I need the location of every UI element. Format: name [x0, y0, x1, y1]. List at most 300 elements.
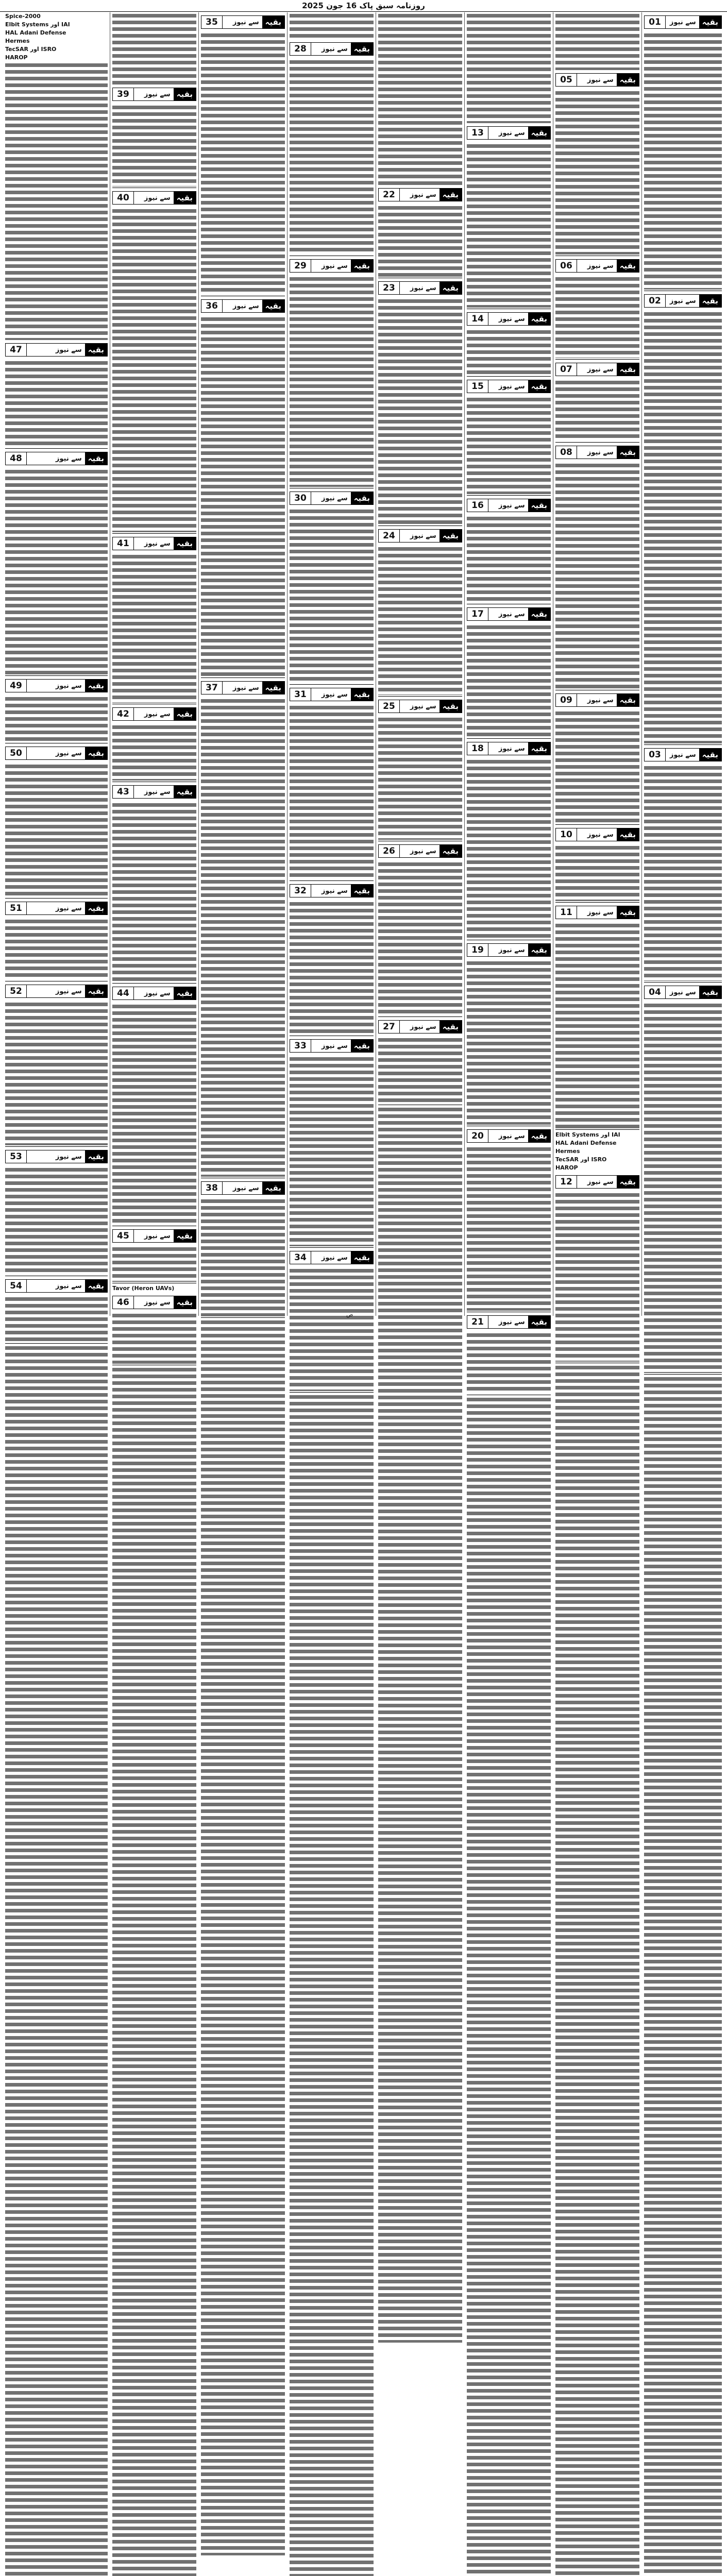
- article-text-block: [555, 462, 639, 689]
- continuation-marker: [555, 1175, 639, 1189]
- baqiya-logo: بقیہ: [85, 902, 107, 914]
- continuation-marker: [201, 681, 285, 694]
- marker-subtitle: سے نیوز: [144, 194, 171, 202]
- baqiya-logo: بقیہ: [439, 530, 462, 542]
- inline-latin-note: HAL Adani Defense: [5, 29, 108, 37]
- section-divider: [378, 696, 462, 697]
- continuation-marker: [5, 452, 108, 465]
- section-divider: [201, 1317, 285, 1318]
- baqiya-logo: بقیہ: [174, 1230, 196, 1242]
- article-text-block: [112, 553, 196, 703]
- continuation-number: 43: [113, 786, 134, 798]
- continuation-number: 31: [290, 688, 311, 701]
- inline-latin-note: TecSAR اور ISRO: [5, 45, 108, 54]
- marker-subtitle: سے نیوز: [144, 90, 171, 98]
- news-column: [376, 12, 464, 1316]
- continuation-number: 11: [556, 906, 577, 919]
- baqiya-logo: بقیہ: [174, 987, 196, 999]
- article-text-block: [467, 960, 551, 1125]
- article-text-block: [5, 1296, 108, 1342]
- article-text-block: [112, 724, 196, 781]
- inline-latin-note: Spice-2000: [5, 12, 108, 21]
- article-text-block: [467, 1332, 551, 1394]
- baqiya-logo: بقیہ: [528, 127, 550, 139]
- article-text-block: [201, 316, 285, 676]
- marker-subtitle: سے نیوز: [321, 45, 348, 53]
- article-text-block: [378, 546, 462, 695]
- continuation-marker: [378, 700, 462, 713]
- article-text-block: [112, 1366, 196, 2576]
- article-text-block: [467, 1396, 551, 2576]
- continuation-number: 41: [113, 537, 134, 550]
- marker-subtitle: سے نیوز: [587, 908, 614, 917]
- continuation-number: 29: [290, 260, 311, 272]
- continuation-marker: [112, 191, 196, 205]
- marker-subtitle: سے نیوز: [144, 1298, 171, 1307]
- continuation-number: 07: [556, 363, 577, 376]
- marker-subtitle: سے نیوز: [55, 682, 82, 690]
- baqiya-logo: بقیہ: [528, 380, 550, 393]
- article-text-block: [644, 1002, 722, 1373]
- continuation-marker: [555, 828, 639, 841]
- continuation-marker: [378, 188, 462, 201]
- section-divider: [290, 1392, 374, 1393]
- continuation-number: 30: [290, 492, 311, 504]
- continuation-number: 45: [113, 1230, 134, 1242]
- marker-subtitle: سے نیوز: [498, 129, 525, 137]
- section-divider: [5, 1146, 108, 1147]
- article-text-block: [5, 1345, 108, 2576]
- marker-subtitle: سے نیوز: [498, 1132, 525, 1140]
- baqiya-logo: بقیہ: [174, 1296, 196, 1309]
- continuation-number: 26: [379, 845, 400, 857]
- news-column: [464, 12, 553, 1327]
- article-text-block: [112, 1312, 196, 1364]
- marker-subtitle: سے نیوز: [321, 1253, 348, 1262]
- continuation-number: 22: [379, 189, 400, 201]
- continuation-marker: [290, 259, 374, 273]
- article-text-block: [467, 515, 551, 603]
- marker-subtitle: سے نیوز: [410, 702, 436, 710]
- continuation-number: 39: [113, 88, 134, 100]
- continuation-marker: [644, 15, 722, 29]
- article-text-block: [378, 716, 462, 840]
- continuation-marker: [290, 884, 374, 897]
- article-text-block: [290, 1056, 374, 1246]
- continuation-number: 33: [290, 1040, 311, 1052]
- continuation-number: 42: [113, 708, 134, 720]
- article-text-block: [290, 1394, 374, 2576]
- continuation-marker: [467, 126, 551, 140]
- continuation-marker: [378, 529, 462, 543]
- article-text-block: [112, 802, 196, 982]
- baqiya-logo: بقیہ: [617, 1176, 639, 1188]
- section-divider: [467, 738, 551, 739]
- article-text-block: [290, 704, 374, 879]
- baqiya-logo: بقیہ: [262, 1182, 284, 1194]
- page-footer-mark: ص: [346, 1311, 353, 1318]
- marker-subtitle: سے نیوز: [669, 751, 696, 759]
- continuation-number: 17: [467, 608, 488, 620]
- article-text-block: [5, 468, 108, 674]
- continuation-number: 12: [556, 1176, 577, 1188]
- article-text-block: [378, 298, 462, 524]
- continuation-number: 03: [645, 749, 666, 761]
- continuation-number: 46: [113, 1296, 134, 1309]
- marker-subtitle: سے نیوز: [55, 987, 82, 995]
- inline-latin-note: Hermes: [5, 37, 108, 45]
- continuation-marker: [555, 73, 639, 87]
- article-text-block: [555, 1364, 639, 2576]
- section-divider: [555, 442, 639, 443]
- continuation-number: 04: [645, 986, 666, 998]
- continuation-number: 48: [6, 452, 27, 465]
- continuation-marker: [467, 1315, 551, 1329]
- dateline-text: روزنامہ سبق پاک 16 جون 2025: [302, 1, 425, 10]
- baqiya-logo: بقیہ: [351, 1040, 373, 1052]
- continuation-number: 20: [467, 1130, 488, 1142]
- marker-subtitle: سے نیوز: [669, 297, 696, 305]
- continuation-marker: [467, 943, 551, 957]
- article-text-block: [5, 918, 108, 980]
- section-divider: [555, 359, 639, 360]
- article-text-block: [378, 861, 462, 1015]
- news-column: [3, 12, 110, 1316]
- section-divider: [378, 1016, 462, 1017]
- inline-latin-note: Elbit Systems اور IAI: [5, 21, 108, 29]
- newspaper-page: [3, 12, 724, 1327]
- continuation-number: 02: [645, 295, 666, 307]
- article-text-block: [467, 329, 551, 375]
- article-text-block: [467, 143, 551, 308]
- baqiya-logo: بقیہ: [174, 192, 196, 204]
- baqiya-logo: بقیہ: [528, 313, 550, 325]
- marker-subtitle: سے نیوز: [498, 610, 525, 618]
- marker-subtitle: سے نیوز: [498, 744, 525, 753]
- continuation-number: 49: [6, 680, 27, 692]
- continuation-number: 10: [556, 828, 577, 841]
- continuation-number: 23: [379, 282, 400, 294]
- baqiya-logo: بقیہ: [85, 680, 107, 692]
- article-text-block: [378, 205, 462, 277]
- continuation-number: 05: [556, 74, 577, 86]
- baqiya-logo: بقیہ: [439, 700, 462, 713]
- section-divider: [467, 376, 551, 377]
- section-divider: [112, 533, 196, 534]
- article-text-block: [644, 1376, 722, 2576]
- article-text-block: [467, 1146, 551, 1311]
- marker-subtitle: سے نیوز: [410, 284, 436, 292]
- article-text-block: [467, 396, 551, 494]
- article-text-block: [290, 1267, 374, 1391]
- continuation-number: 32: [290, 885, 311, 897]
- continuation-marker: [201, 299, 285, 313]
- baqiya-logo: بقیہ: [617, 446, 639, 459]
- continuation-marker: [5, 343, 108, 357]
- article-text-block: [201, 32, 285, 295]
- continuation-number: 09: [556, 694, 577, 706]
- marker-subtitle: سے نیوز: [144, 989, 171, 997]
- news-column: [553, 12, 641, 1316]
- continuation-marker: [644, 748, 722, 761]
- article-text-block: [5, 696, 108, 742]
- baqiya-logo: بقیہ: [351, 885, 373, 897]
- continuation-number: 37: [201, 682, 223, 694]
- continuation-marker: [467, 742, 551, 755]
- baqiya-logo: بقیہ: [85, 1280, 107, 1292]
- article-text-block: [467, 12, 551, 123]
- continuation-marker: [5, 1279, 108, 1293]
- continuation-marker: [5, 679, 108, 692]
- section-divider: [644, 744, 722, 745]
- baqiya-logo: بقیہ: [617, 74, 639, 86]
- marker-subtitle: سے نیوز: [587, 76, 614, 84]
- marker-subtitle: سے نیوز: [410, 191, 436, 199]
- section-divider: [5, 1343, 108, 1344]
- article-text-block: [5, 360, 108, 447]
- continuation-number: 54: [6, 1280, 27, 1292]
- baqiya-logo: بقیہ: [174, 537, 196, 550]
- news-column: [287, 12, 376, 1316]
- article-text-block: [467, 758, 551, 939]
- marker-subtitle: سے نیوز: [321, 494, 348, 502]
- continuation-marker: [644, 986, 722, 999]
- continuation-marker: [378, 844, 462, 858]
- baqiya-logo: بقیہ: [528, 1130, 550, 1142]
- continuation-number: 35: [201, 16, 223, 28]
- section-divider: [5, 448, 108, 449]
- baqiya-logo: بقیہ: [85, 747, 107, 759]
- marker-subtitle: سے نیوز: [498, 946, 525, 954]
- continuation-marker: [467, 312, 551, 326]
- marker-subtitle: سے نیوز: [498, 501, 525, 510]
- baqiya-logo: بقیہ: [528, 742, 550, 755]
- section-divider: [555, 1129, 639, 1130]
- article-text-block: [555, 90, 639, 255]
- article-text-block: [290, 508, 374, 683]
- continuation-number: 01: [645, 16, 666, 28]
- marker-subtitle: سے نیوز: [232, 684, 259, 692]
- article-text-block: [112, 104, 196, 187]
- article-text-block: [290, 59, 374, 255]
- continuation-marker: [112, 785, 196, 799]
- article-text-block: [644, 765, 722, 981]
- article-text-block: [5, 1001, 108, 1145]
- continuation-marker: [5, 902, 108, 915]
- baqiya-logo: بقیہ: [617, 828, 639, 841]
- continuation-marker: [378, 281, 462, 295]
- marker-subtitle: سے نیوز: [410, 532, 436, 540]
- continuation-number: 19: [467, 944, 488, 956]
- continuation-number: 36: [201, 300, 223, 312]
- continuation-number: 38: [201, 1182, 223, 1194]
- inline-latin-note: HAL Adani Defense: [555, 1139, 639, 1147]
- continuation-marker: [467, 1129, 551, 1143]
- continuation-number: 28: [290, 43, 311, 55]
- section-divider: [555, 902, 639, 903]
- article-text-block: [467, 624, 551, 737]
- article-text-block: [644, 32, 722, 290]
- marker-subtitle: سے نیوز: [321, 690, 348, 699]
- continuation-marker: [112, 537, 196, 550]
- marker-subtitle: سے نیوز: [55, 749, 82, 757]
- section-divider: [290, 880, 374, 881]
- article-text-block: [112, 1003, 196, 1225]
- marker-subtitle: سے نیوز: [144, 788, 171, 796]
- continuation-marker: [555, 693, 639, 707]
- baqiya-logo: بقیہ: [617, 260, 639, 272]
- article-text-block: [555, 844, 639, 901]
- continuation-marker: [467, 607, 551, 621]
- article-text-block: [5, 1166, 108, 1275]
- section-divider: [201, 677, 285, 678]
- marker-subtitle: سے نیوز: [321, 1042, 348, 1050]
- article-text-block: [201, 1198, 285, 1316]
- baqiya-logo: بقیہ: [617, 906, 639, 919]
- baqiya-logo: بقیہ: [262, 16, 284, 28]
- baqiya-logo: بقیہ: [439, 845, 462, 857]
- continuation-number: 50: [6, 747, 27, 759]
- news-column: [198, 12, 287, 1316]
- baqiya-logo: بقیہ: [439, 189, 462, 201]
- section-divider: [5, 675, 108, 676]
- marker-subtitle: سے نیوز: [232, 1184, 259, 1192]
- continuation-marker: [467, 380, 551, 393]
- continuation-number: 08: [556, 446, 577, 459]
- article-text-block: [290, 12, 374, 39]
- article-text-block: [290, 901, 374, 1035]
- continuation-number: 13: [467, 127, 488, 139]
- article-text-block: [555, 276, 639, 358]
- continuation-marker: [112, 88, 196, 101]
- continuation-marker: [378, 1020, 462, 1033]
- article-text-block: [378, 1037, 462, 1104]
- baqiya-logo: بقیہ: [262, 682, 284, 694]
- baqiya-logo: بقیہ: [617, 694, 639, 706]
- baqiya-logo: بقیہ: [617, 363, 639, 376]
- newspaper-dateline: [0, 0, 727, 12]
- continuation-marker: [112, 1296, 196, 1309]
- article-text-block: [555, 710, 639, 823]
- inline-latin-note: TecSAR اور ISRO: [555, 1156, 639, 1164]
- article-text-block: [555, 12, 639, 70]
- continuation-number: 25: [379, 700, 400, 713]
- baqiya-logo: بقیہ: [174, 786, 196, 798]
- marker-subtitle: سے نیوز: [410, 847, 436, 855]
- baqiya-logo: بقیہ: [699, 295, 721, 307]
- baqiya-logo: بقیہ: [262, 300, 284, 312]
- article-text-block: [201, 1319, 285, 2555]
- marker-subtitle: سے نیوز: [587, 262, 614, 270]
- continuation-marker: [5, 1150, 108, 1163]
- continuation-marker: [290, 688, 374, 701]
- baqiya-logo: بقیہ: [85, 452, 107, 465]
- continuation-marker: [555, 446, 639, 459]
- continuation-marker: [112, 987, 196, 1000]
- continuation-marker: [467, 499, 551, 512]
- marker-subtitle: سے نیوز: [55, 904, 82, 912]
- article-text-block: [5, 62, 108, 340]
- continuation-number: 15: [467, 380, 488, 393]
- inline-latin-note: Hermes: [555, 1147, 639, 1156]
- baqiya-logo: بقیہ: [528, 608, 550, 620]
- continuation-number: 53: [6, 1150, 27, 1163]
- continuation-number: 34: [290, 1251, 311, 1264]
- baqiya-logo: بقیہ: [528, 1316, 550, 1328]
- continuation-marker: [201, 1181, 285, 1195]
- article-text-block: [555, 1192, 639, 1362]
- section-divider: [5, 898, 108, 899]
- baqiya-logo: بقیہ: [699, 749, 721, 761]
- continuation-number: 47: [6, 344, 27, 356]
- marker-subtitle: سے نیوز: [498, 1318, 525, 1326]
- baqiya-logo: بقیہ: [351, 688, 373, 701]
- continuation-marker: [644, 294, 722, 308]
- baqiya-logo: بقیہ: [85, 1150, 107, 1163]
- baqiya-logo: بقیہ: [528, 499, 550, 512]
- article-text-block: [555, 922, 639, 1128]
- marker-subtitle: سے نیوز: [55, 346, 82, 354]
- continuation-number: 18: [467, 742, 488, 755]
- continuation-marker: [290, 1251, 374, 1264]
- article-text-block: [644, 311, 722, 743]
- baqiya-logo: بقیہ: [85, 985, 107, 997]
- baqiya-logo: بقیہ: [174, 88, 196, 100]
- continuation-number: 44: [113, 987, 134, 999]
- continuation-number: 21: [467, 1316, 488, 1328]
- continuation-marker: [5, 985, 108, 998]
- section-divider: [644, 1374, 722, 1375]
- section-divider: [467, 495, 551, 496]
- baqiya-logo: بقیہ: [439, 1021, 462, 1033]
- article-text-block: [378, 12, 462, 185]
- inline-latin-note: HAROP: [555, 1164, 639, 1172]
- inline-latin-note: Tavor (Heron UAVs): [112, 1284, 196, 1293]
- marker-subtitle: سے نیوز: [587, 696, 614, 704]
- baqiya-logo: بقیہ: [699, 16, 721, 28]
- marker-subtitle: سے نیوز: [321, 262, 348, 270]
- news-column: [641, 12, 724, 1316]
- article-text-block: [112, 208, 196, 532]
- continuation-number: 51: [6, 902, 27, 914]
- continuation-marker: [112, 1229, 196, 1243]
- continuation-marker: [555, 906, 639, 919]
- section-divider: [555, 824, 639, 825]
- continuation-number: 14: [467, 313, 488, 325]
- marker-subtitle: سے نیوز: [410, 1023, 436, 1031]
- baqiya-logo: بقیہ: [351, 43, 373, 55]
- continuation-number: 06: [556, 260, 577, 272]
- section-divider: [112, 983, 196, 984]
- baqiya-logo: بقیہ: [85, 344, 107, 356]
- baqiya-logo: بقیہ: [351, 260, 373, 272]
- continuation-number: 52: [6, 985, 27, 997]
- marker-subtitle: سے نیوز: [55, 1282, 82, 1290]
- continuation-marker: [555, 363, 639, 376]
- marker-subtitle: سے نیوز: [669, 18, 696, 26]
- baqiya-logo: بقیہ: [439, 282, 462, 294]
- marker-subtitle: سے نیوز: [321, 887, 348, 895]
- continuation-marker: [555, 259, 639, 273]
- baqiya-logo: بقیہ: [351, 492, 373, 504]
- continuation-marker: [201, 15, 285, 29]
- marker-subtitle: سے نیوز: [498, 382, 525, 391]
- article-text-block: [5, 763, 108, 897]
- marker-subtitle: سے نیوز: [587, 448, 614, 456]
- marker-subtitle: سے نیوز: [55, 1153, 82, 1161]
- marker-subtitle: سے نیوز: [587, 365, 614, 374]
- continuation-marker: [112, 707, 196, 721]
